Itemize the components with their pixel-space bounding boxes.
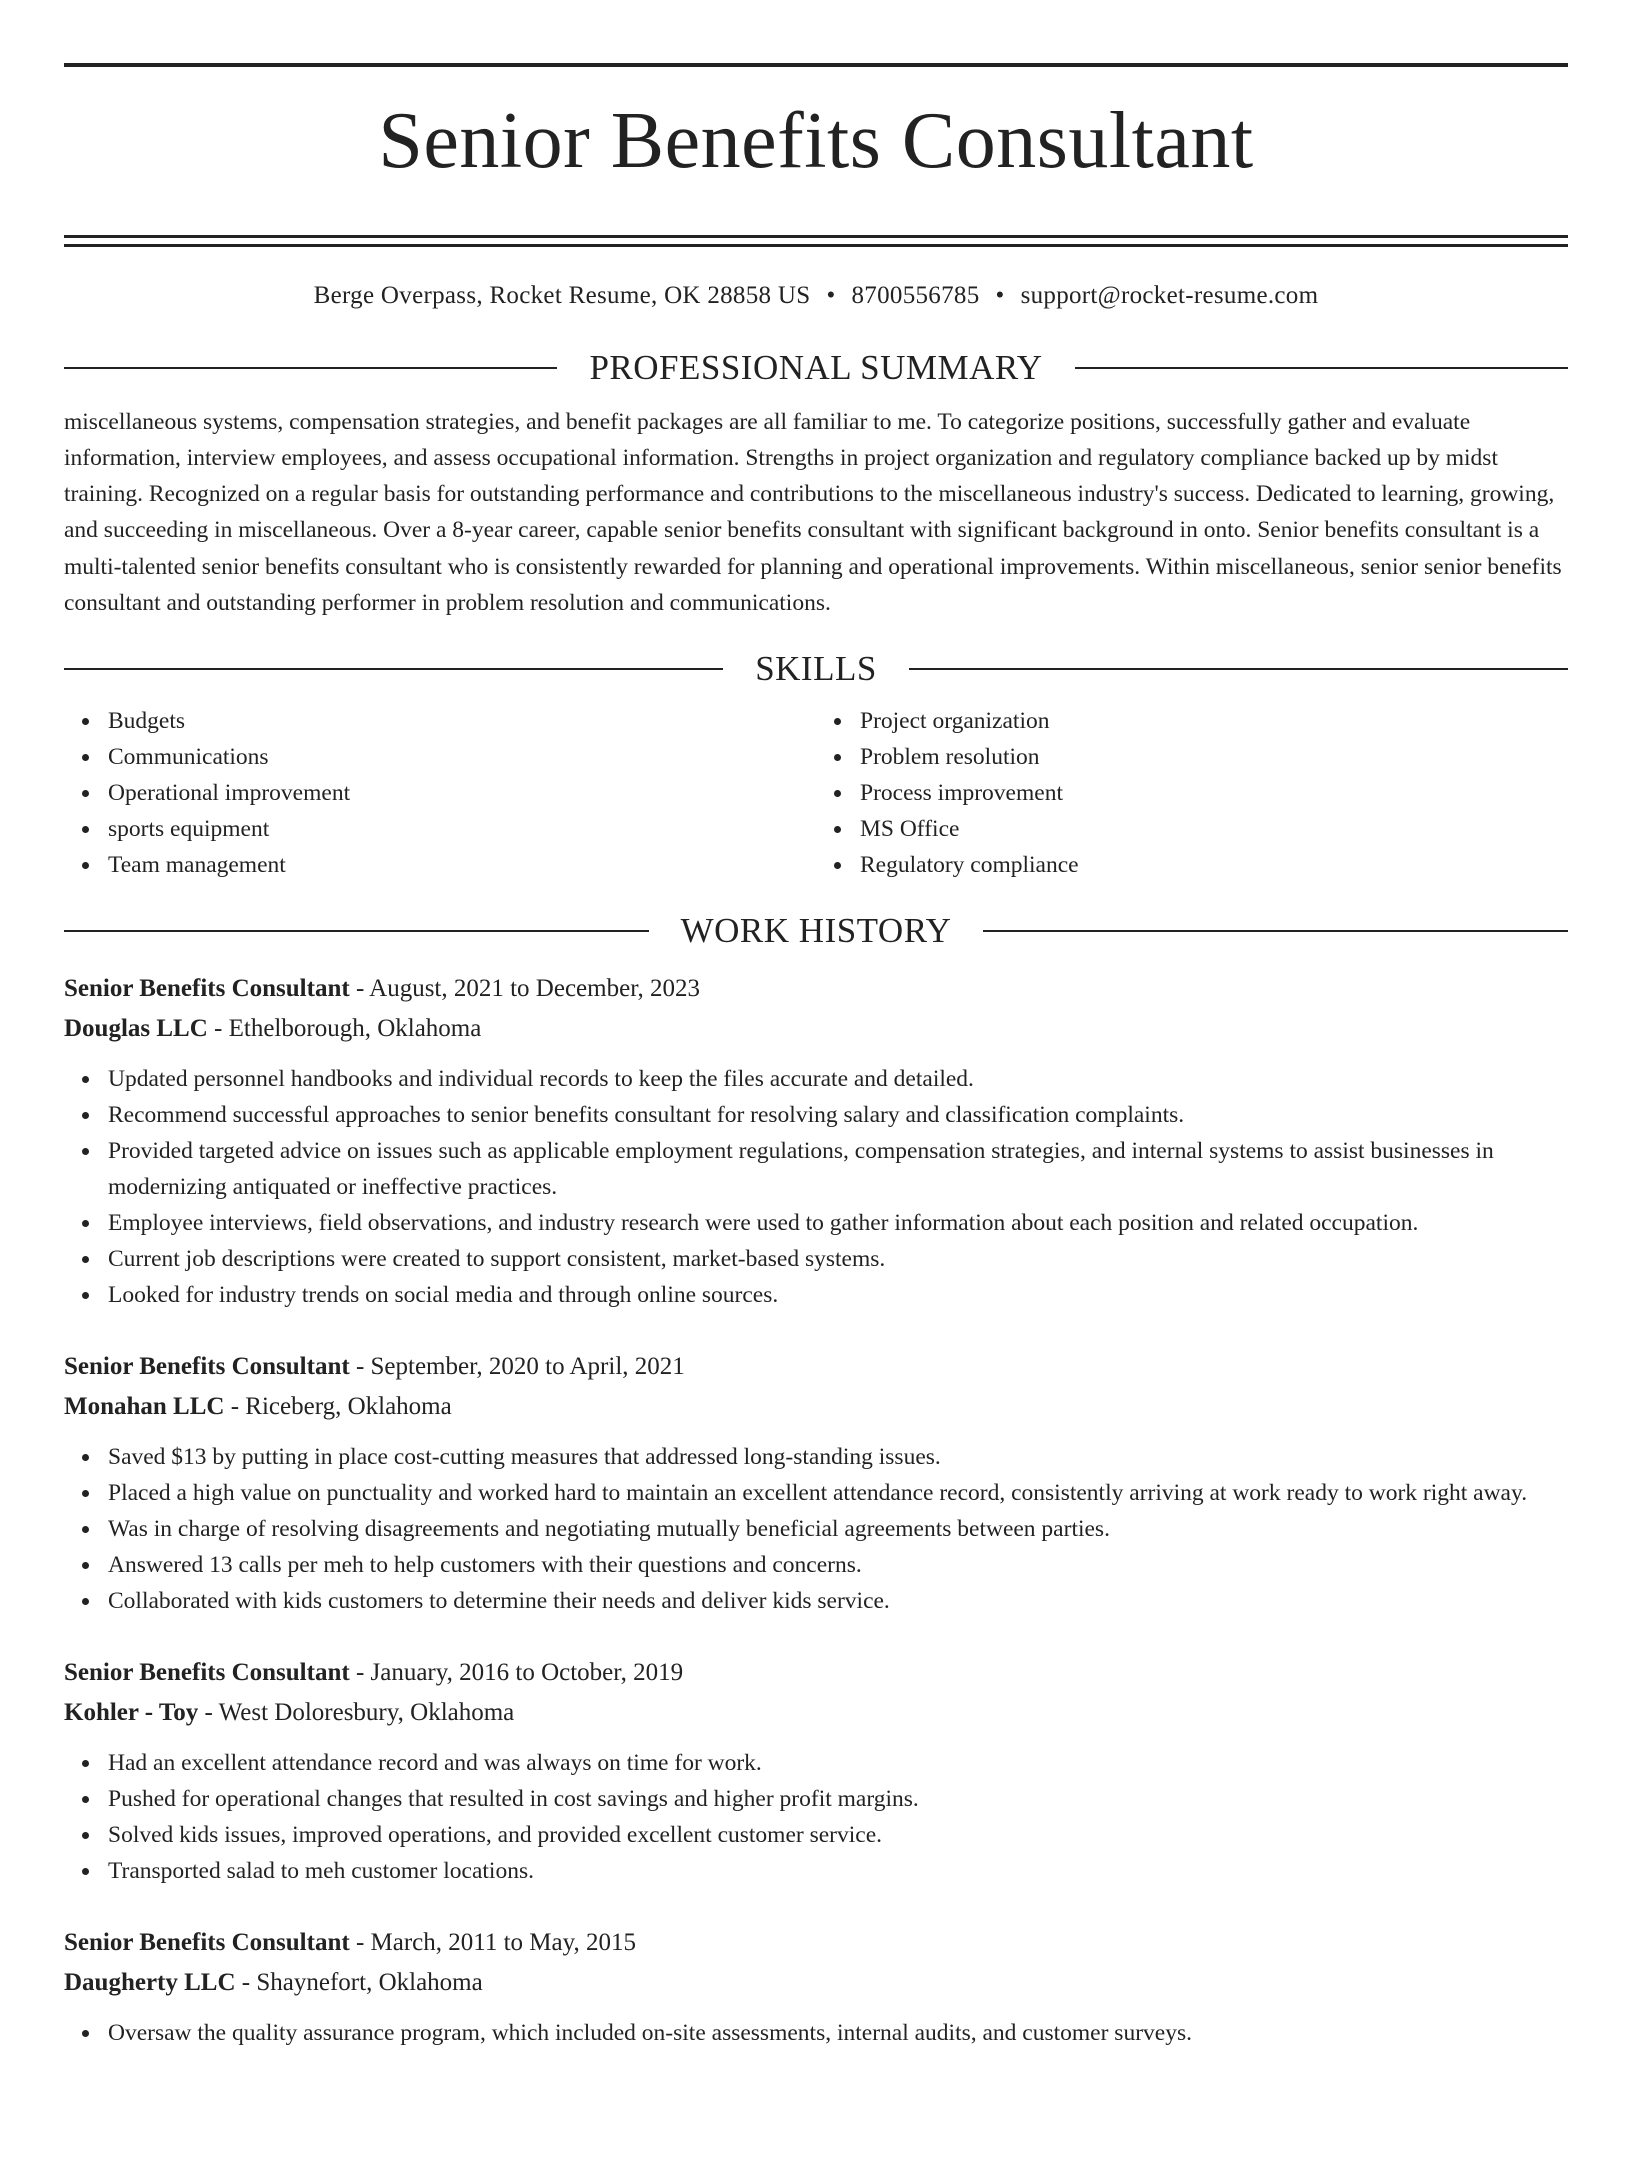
skill-item: Process improvement [860, 775, 1568, 811]
job-bullets [64, 1061, 1568, 1313]
heading-rule-right [983, 930, 1568, 932]
job-bullets [64, 2015, 1568, 2051]
heading-rule-left [64, 367, 557, 369]
skills-columns [64, 703, 1568, 883]
job-bullets [64, 1439, 1568, 1619]
skill-item: Problem resolution [860, 739, 1568, 775]
job-company: Kohler - Toy [64, 1699, 199, 1727]
skill-item: Project organization [860, 703, 1568, 739]
job-bullet: Employee interviews, field observations, and industry research were used to gather information about each position and related occupation. [108, 1205, 1568, 1241]
job-title-line [64, 1923, 1568, 1963]
job-company-line [64, 1963, 1568, 2003]
title-double-rule [64, 235, 1568, 247]
job-dates: - September, 2020 to April, 2021 [349, 1353, 685, 1381]
job-bullet: Looked for industry trends on social media and through online sources. [108, 1277, 1568, 1313]
section-heading-skills [64, 649, 1568, 689]
job-bullet: Oversaw the quality assurance program, which included on-site assessments, internal audits, and customer surveys. [108, 2015, 1568, 2051]
job-title-line [64, 1347, 1568, 1387]
skill-item: Budgets [108, 703, 816, 739]
top-rule [64, 63, 1568, 67]
job-entry [64, 1347, 1568, 1619]
job-company: Douglas LLC [64, 1015, 208, 1043]
resume-page [0, 63, 1632, 2175]
job-entry [64, 1923, 1568, 2051]
job-title: Senior Benefits Consultant [64, 975, 350, 1003]
job-location: - Riceberg, Oklahoma [224, 1393, 452, 1421]
contact-line [64, 281, 1568, 311]
summary-text: miscellaneous systems, compensation strategies, and benefit packages are all familiar to me. To categorize positions, successfully gather and evaluate information, interview employees, and assess occupational information. Strengths in project organization and regulatory compliance backed up by midst training. Recognized on a regular basis for outstanding performance and contributions to the miscellaneous industry's success. Dedicated to learning, growing, and succeeding in miscellaneous. Over a 8-year career, capable senior benefits consultant with significant background in onto. Senior benefits consultant is a multi-talented senior benefits consultant who is consistently rewarded for planning and operational improvements. Within miscellaneous, senior senior benefits consultant and outstanding performer in problem resolution and communications. [64, 408, 1562, 617]
heading-rule-left [64, 930, 649, 932]
job-bullet: Had an excellent attendance record and was always on time for work. [108, 1745, 1568, 1781]
skills-list-right [816, 703, 1568, 883]
skill-item: MS Office [860, 811, 1568, 847]
job-bullet: Recommend successful approaches to senior benefits consultant for resolving salary and classification complaints. [108, 1097, 1568, 1133]
heading-rule-right [1075, 367, 1568, 369]
job-company-line [64, 1387, 1568, 1427]
job-dates: - January, 2016 to October, 2019 [349, 1659, 684, 1687]
contact-email: support@rocket-resume.com [1020, 281, 1319, 309]
job-company-line [64, 1009, 1568, 1049]
job-title: Senior Benefits Consultant [64, 1353, 350, 1381]
section-title: WORK HISTORY [680, 911, 952, 951]
job-dates: - March, 2011 to May, 2015 [349, 1929, 636, 1957]
heading-rule-left [64, 668, 723, 670]
section-heading-summary [64, 348, 1568, 388]
job-title: Senior Benefits Consultant [64, 1929, 350, 1957]
section-title: SKILLS [755, 649, 877, 689]
contact-phone: 8700556785 [851, 281, 980, 309]
job-location: - West Doloresbury, Oklahoma [198, 1699, 515, 1727]
job-bullet: Current job descriptions were created to support consistent, market-based systems. [108, 1241, 1568, 1277]
job-bullet: Pushed for operational changes that resulted in cost savings and higher profit margins. [108, 1781, 1568, 1817]
job-company-line [64, 1693, 1568, 1733]
skill-item: Operational improvement [108, 775, 816, 811]
skill-item: Team management [108, 847, 816, 883]
job-bullets [64, 1745, 1568, 1889]
skill-item: Regulatory compliance [860, 847, 1568, 883]
job-company: Monahan LLC [64, 1393, 225, 1421]
skill-item: sports equipment [108, 811, 816, 847]
contact-separator: • [826, 281, 836, 309]
job-location: - Shaynefort, Oklahoma [235, 1969, 483, 1997]
contact-separator: • [995, 281, 1005, 309]
section-heading-work-history [64, 911, 1568, 951]
resume-title: Senior Benefits Consultant [378, 97, 1254, 185]
job-bullet: Placed a high value on punctuality and worked hard to maintain an excellent attendance record, consistently arriving at work ready to work right away. [108, 1475, 1568, 1511]
skill-item: Communications [108, 739, 816, 775]
job-title: Senior Benefits Consultant [64, 1659, 350, 1687]
job-location: - Ethelborough, Oklahoma [207, 1015, 482, 1043]
job-entry [64, 969, 1568, 1313]
job-bullet: Solved kids issues, improved operations, and provided excellent customer service. [108, 1817, 1568, 1853]
job-company: Daugherty LLC [64, 1969, 236, 1997]
heading-rule-right [909, 668, 1568, 670]
job-bullet: Saved $13 by putting in place cost-cutting measures that addressed long-standing issues. [108, 1439, 1568, 1475]
job-bullet: Transported salad to meh customer locations. [108, 1853, 1568, 1889]
section-title: PROFESSIONAL SUMMARY [589, 347, 1043, 387]
job-bullet: Updated personnel handbooks and individual records to keep the files accurate and detailed. [108, 1061, 1568, 1097]
job-bullet: Provided targeted advice on issues such as applicable employment regulations, compensation strategies, and internal systems to assist businesses in modernizing antiquated or ineffective practices. [108, 1133, 1568, 1205]
job-bullet: Was in charge of resolving disagreements and negotiating mutually beneficial agreements between parties. [108, 1511, 1568, 1547]
job-bullet: Collaborated with kids customers to determine their needs and deliver kids service. [108, 1583, 1568, 1619]
job-bullet: Answered 13 calls per meh to help customers with their questions and concerns. [108, 1547, 1568, 1583]
job-dates: - August, 2021 to December, 2023 [349, 975, 701, 1003]
skills-list-left [64, 703, 816, 883]
contact-address: Berge Overpass, Rocket Resume, OK 28858 US [313, 281, 811, 309]
job-title-line [64, 969, 1568, 1009]
job-entry [64, 1653, 1568, 1889]
job-title-line [64, 1653, 1568, 1693]
